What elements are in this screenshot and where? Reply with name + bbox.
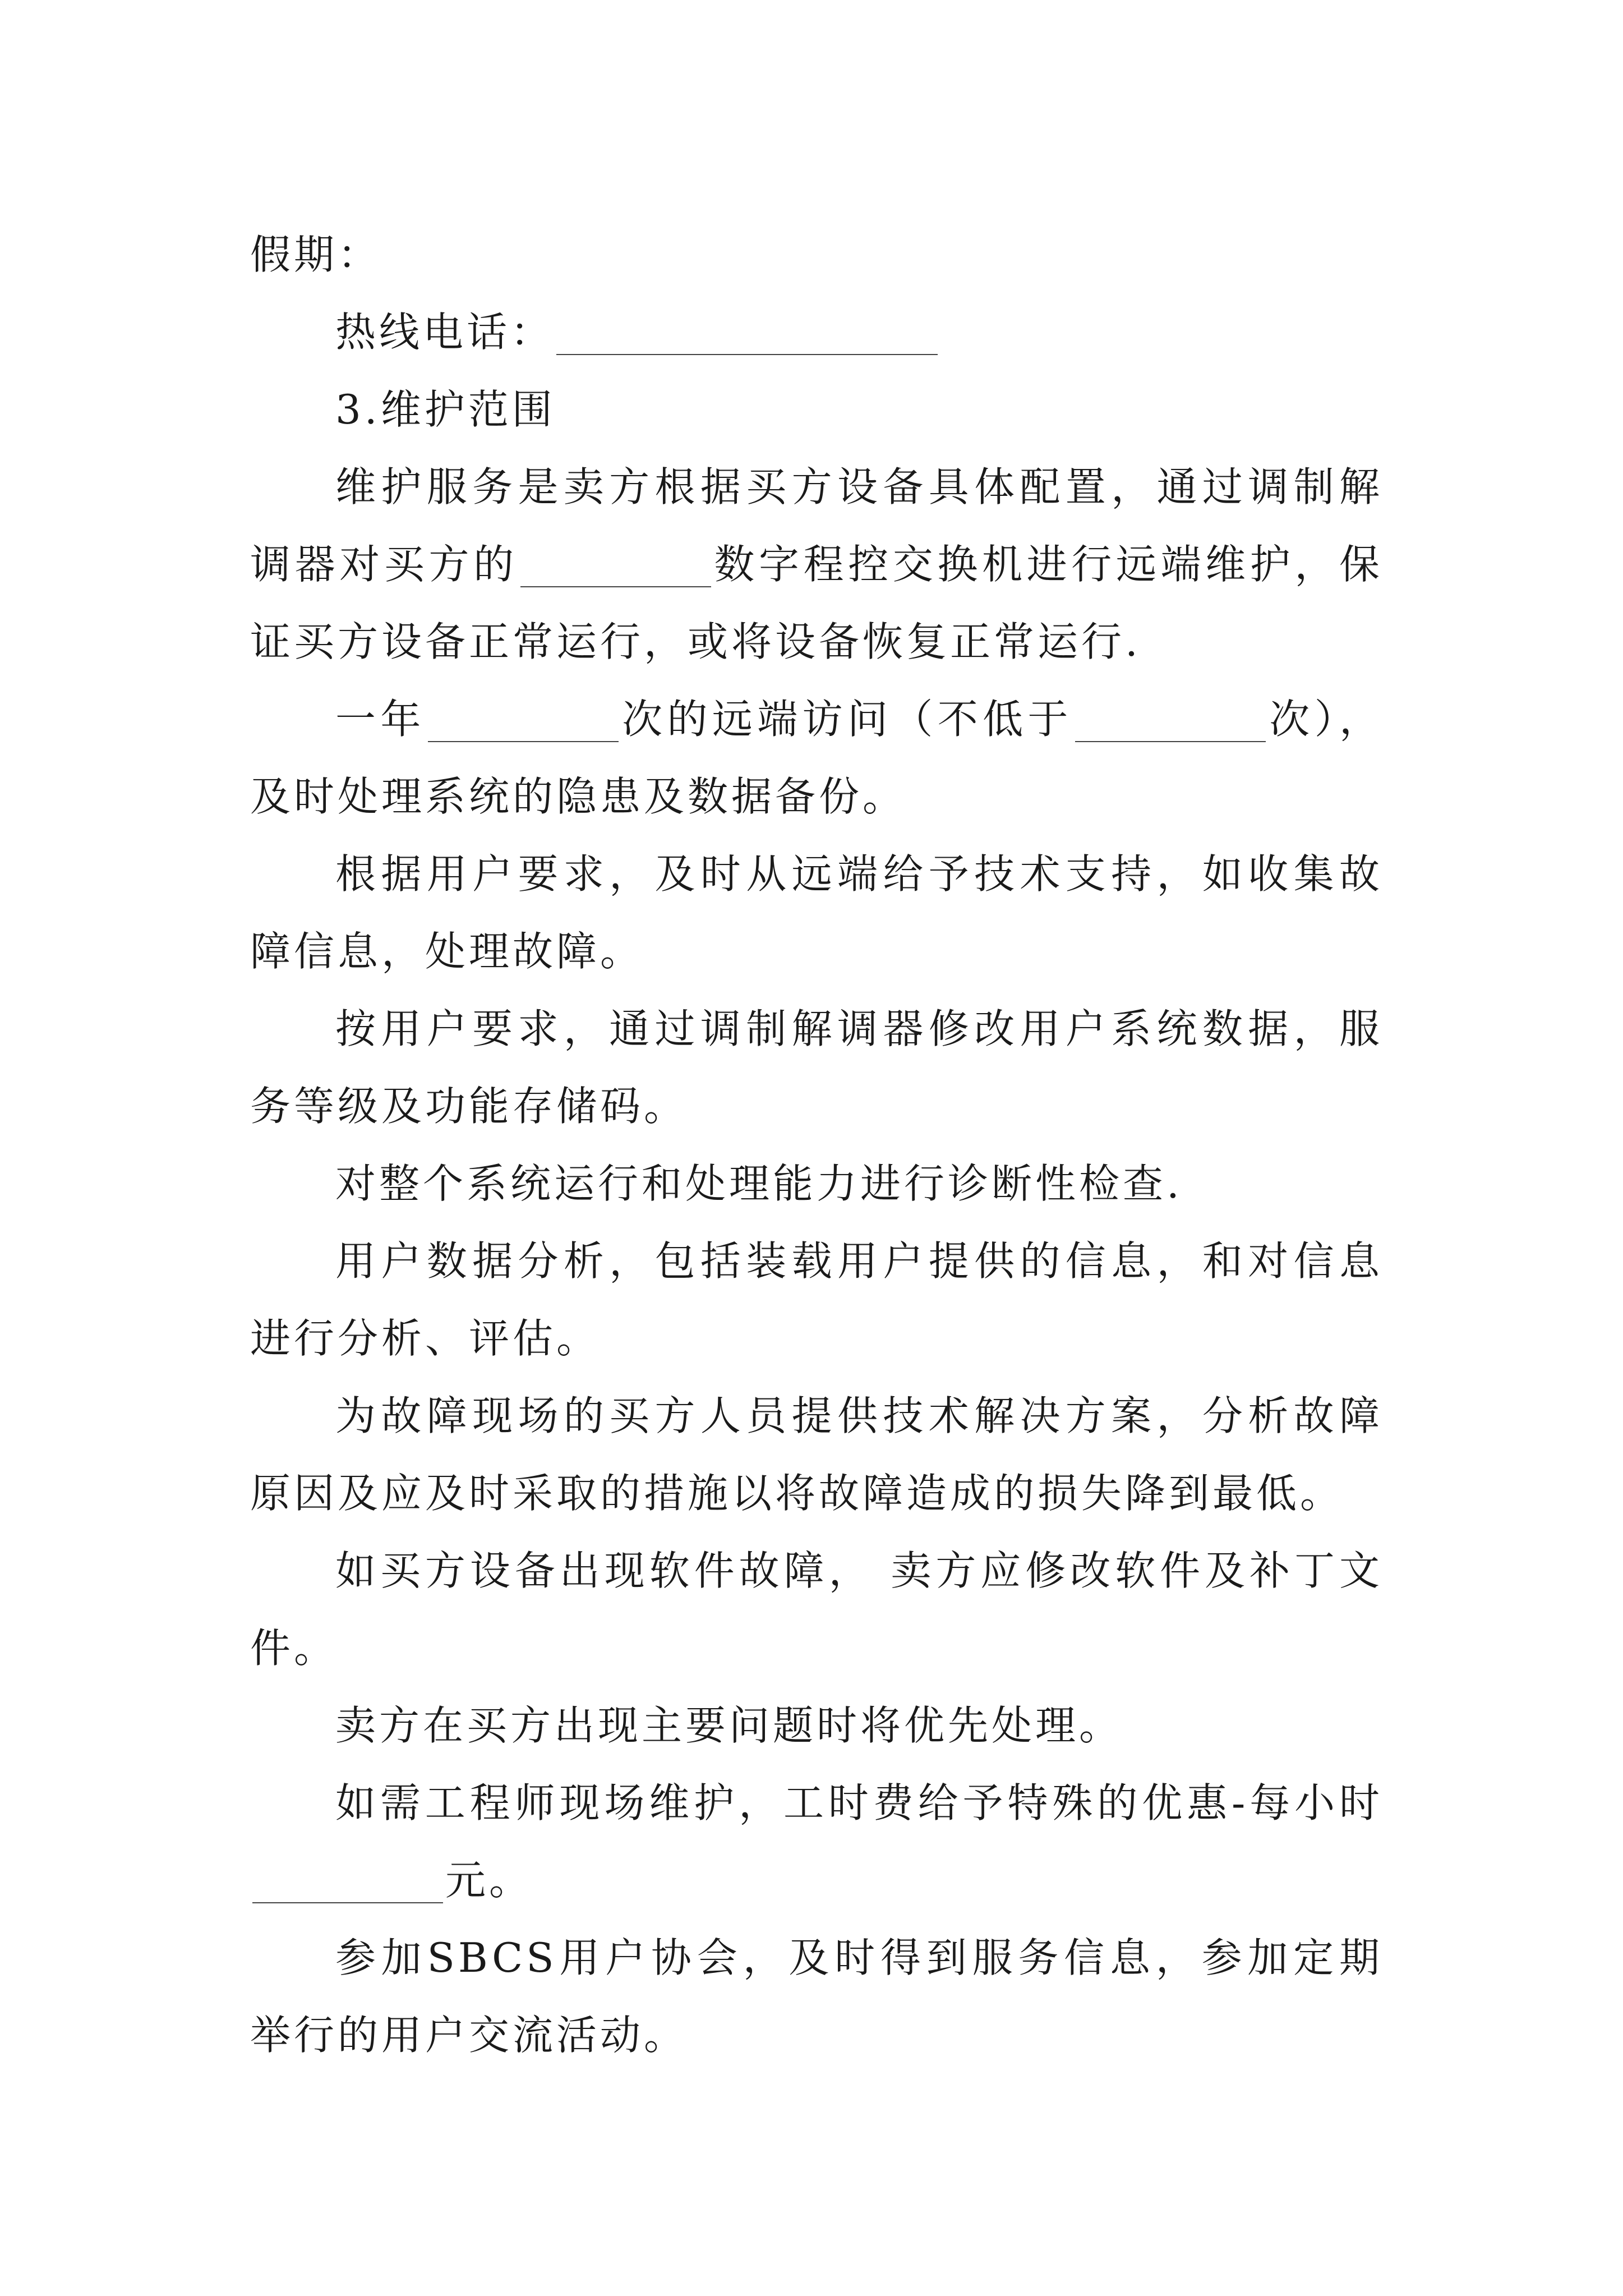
paragraph-text: 卖方在买方出现主要问题时将优先处理。 xyxy=(335,1702,1123,1749)
paragraph-priority xyxy=(250,1687,1383,1764)
document-body xyxy=(250,216,1383,2074)
paragraph-data-analysis xyxy=(250,1222,1383,1377)
paragraph-service-description xyxy=(250,448,1383,680)
paragraph-software-fault xyxy=(250,1532,1383,1687)
switch-model-blank[interactable] xyxy=(520,542,711,587)
section-heading-text: 3.维护范围 xyxy=(335,386,556,433)
hourly-fee-blank[interactable] xyxy=(252,1858,443,1903)
paragraph-text: 次的远端访问（不低于 xyxy=(620,696,1073,743)
paragraph-remote-visits xyxy=(250,680,1383,835)
paragraph-text: 用户数据分析，包括装载用户提供的信息，和对信息进行分析、评估。 xyxy=(250,1237,1383,1362)
minimum-visits-blank[interactable] xyxy=(1075,697,1266,742)
section-heading xyxy=(250,371,1383,448)
hotline-line xyxy=(250,293,1383,371)
holiday-label: 假期： xyxy=(250,231,382,278)
holiday-line xyxy=(250,216,1383,293)
paragraph-text: 数字程控交换机进行远端维护，保证买方设备正常运行，或将设备恢复正常运行. xyxy=(250,541,1383,665)
paragraph-text: 如需工程师现场维护，工时费给予特殊的优惠-每小时 xyxy=(335,1779,1383,1826)
paragraph-onsite-solutions xyxy=(250,1377,1383,1532)
paragraph-remote-support xyxy=(250,835,1383,990)
paragraph-modify-data xyxy=(250,990,1383,1145)
paragraph-text: 为故障现场的买方人员提供技术解决方案，分析故障原因及应及时采取的措施以将故障造成的损失降到最低。 xyxy=(250,1392,1383,1517)
paragraph-diagnostics xyxy=(250,1145,1383,1222)
paragraph-text: 元。 xyxy=(445,1857,533,1904)
paragraph-text: 按用户要求，通过调制解调器修改用户系统数据，服务等级及功能存储码。 xyxy=(250,1005,1383,1130)
paragraph-text: 对整个系统运行和处理能力进行诊断性检查. xyxy=(335,1160,1183,1207)
visits-per-year-blank[interactable] xyxy=(428,697,619,742)
paragraph-text: 参加SBCS用户协会，及时得到服务信息，参加定期举行的用户交流活动。 xyxy=(250,1934,1383,2059)
hotline-blank[interactable] xyxy=(556,310,938,355)
paragraph-text: 一年 xyxy=(335,696,426,743)
paragraph-text: 根据用户要求，及时从远端给予技术支持，如收集故障信息，处理故障。 xyxy=(250,850,1383,975)
paragraph-text: 如买方设备出现软件故障， 卖方应修改软件及补丁文件。 xyxy=(250,1547,1383,1672)
paragraph-text: 次），及时处理系统的隐患及数据备份。 xyxy=(250,696,1383,820)
hotline-label: 热线电话： xyxy=(335,309,555,356)
paragraph-text: 维护服务是卖方根据买方设备具体配置，通过调制解调器对买方的 xyxy=(250,463,1383,588)
paragraph-engineer-fee xyxy=(250,1764,1383,1919)
paragraph-user-association xyxy=(250,1919,1383,2074)
